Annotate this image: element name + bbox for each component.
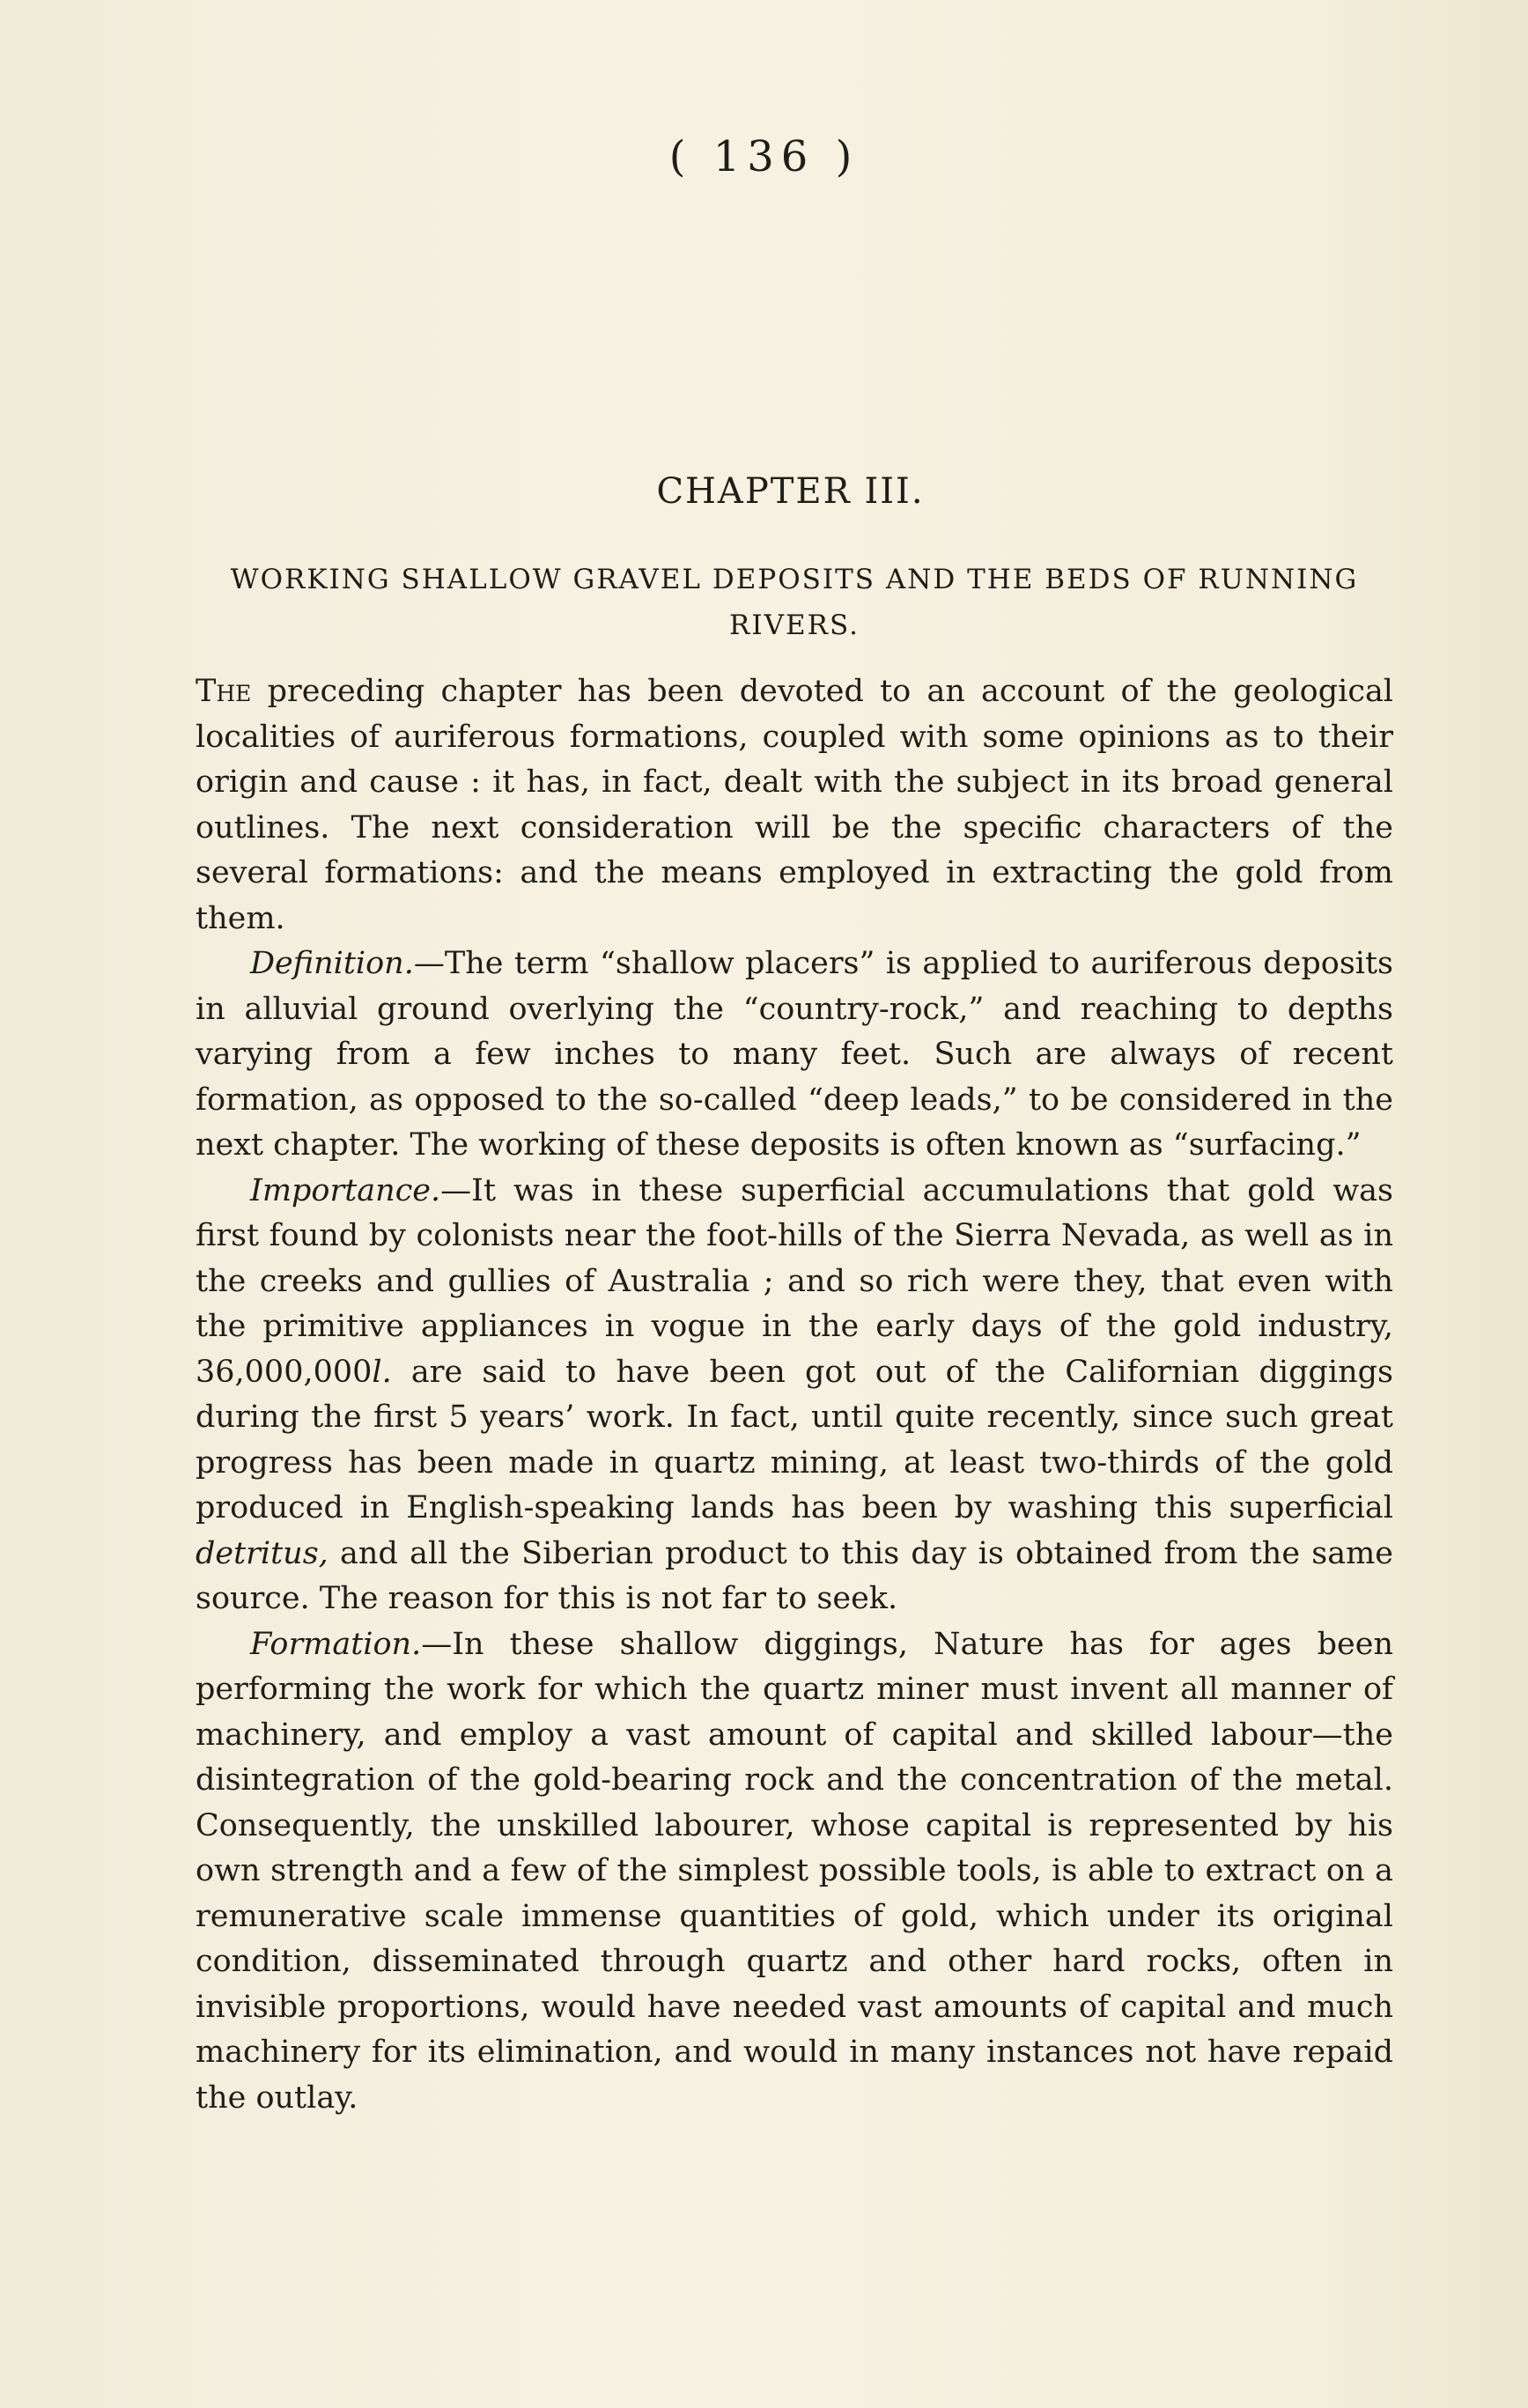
chapter-title: CHAPTER III. bbox=[656, 471, 925, 512]
side-heading-formation: Formation. bbox=[250, 1626, 422, 1662]
pound-sign: l. bbox=[372, 1354, 392, 1390]
paragraph-intro-text: preceding chapter has been devoted to an account of the geological localities of auriferous formations, coupled with some opinions as to their origin and cause : it has, in fact, dealt with the subject in its broad general outlines. The next consideration will be the specific characters of the several formations: and the means employed in extracting the gold from them. bbox=[196, 674, 1393, 936]
section-title: WORKING SHALLOW GRAVEL DEPOSITS AND THE BEDS OF RUNNING RIVERS. bbox=[230, 564, 1359, 641]
paragraph-importance-text-a: —It was in these superficial accumulations that gold was first found by colonists near the foot-hills of the Sierra Nevada, as well as in the creeks and gullies of Australia ; and so rich were they, that even with the primitive appliances in vogue in the early days of the gold industry, 36,000,000 bbox=[196, 1172, 1393, 1390]
paragraph-intro bbox=[196, 669, 1393, 942]
side-heading-definition: Definition. bbox=[250, 946, 414, 981]
page-number: ( 136 ) bbox=[668, 132, 860, 181]
paragraph-formation bbox=[196, 1622, 1393, 2122]
paragraph-importance-text-b: are said to have been got out of the Californian diggings during the first 5 years’ work. In fact, until quite recently, since such great progress has been made in quartz mining, at least two-thirds of the gold produced in English-speaking lands has been by washing this superficial bbox=[196, 1354, 1393, 1525]
paragraph-definition bbox=[196, 942, 1393, 1169]
italic-detritus: detritus, bbox=[196, 1535, 328, 1571]
side-heading-importance: Importance. bbox=[250, 1172, 441, 1208]
drop-word: The bbox=[196, 674, 252, 709]
paragraph-definition-text: —The term “shallow placers” is applied to auriferous deposits in alluvial ground overlying the “country-rock,” and reaching to depths varying from a few inches to many feet. Such are always of recent formation, as opposed to the so-called “deep leads,” to be considered in the next chapter. The working of these deposits is often known as “surfacing.” bbox=[196, 946, 1393, 1163]
paragraph-importance-text-c: and all the Siberian product to this day is obtained from the same source. The reason for this is not far to seek. bbox=[196, 1535, 1393, 1616]
paragraph-importance bbox=[196, 1169, 1393, 1622]
paragraph-formation-text: —In these shallow diggings, Nature has for ages been performing the work for which the quartz miner must invent all manner of machinery, and employ a vast amount of capital and skilled labour—the disintegration of the gold-bearing rock and the concentration of the metal. Consequently, the unskilled labourer, whose capital is represented by his own strength and a few of the simplest possible tools, is able to extract on a remunerative scale immense quantities of gold, which under its original condition, disseminated through quartz and other hard rocks, often in invisible proportions, would have needed vast amounts of capital and much machinery for its elimination, and would in many instances not have repaid the outlay. bbox=[196, 1626, 1393, 2116]
body-text bbox=[196, 669, 1393, 2121]
